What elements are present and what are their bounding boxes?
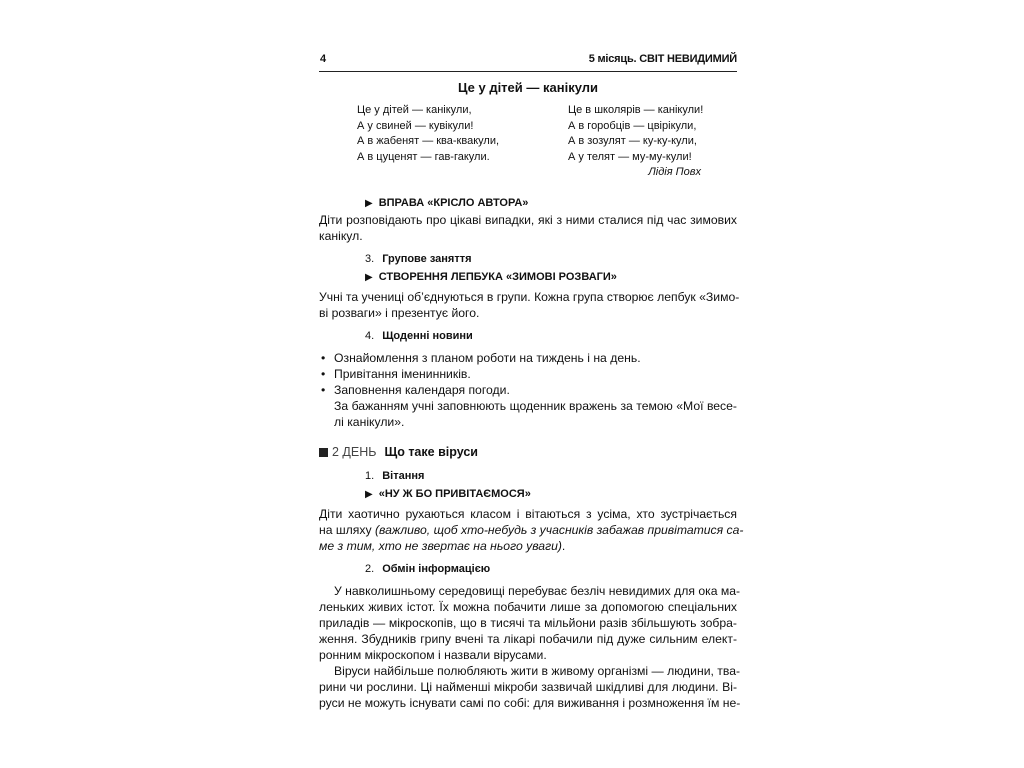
paragraph: За бажанням учні заповнюють щоденник вражень за темою «Мої весе- лі канікули». [334,399,737,429]
poem-left-column [357,103,499,165]
list-item: • Ознайомлення з планом роботи на тиждень і на день. [319,350,737,366]
poem-line: А в зозулят — ку-ку-кули, [568,135,697,147]
triangle-bullet-icon: ▶ [365,272,373,283]
list-item: • Заповнення календаря погоди. [319,382,737,398]
book-page [319,48,744,760]
poem-line: А у свиней — кувікули! [357,119,474,132]
square-marker-icon [319,448,328,457]
day-heading [319,445,478,459]
exercise-description: Діти хаотично рухаються класом і вітаються з усіма, хто зустрічається на шляху (важливо, щоб хто-небудь з учасників забажав привітатися са- ме з тим, хто не звертає на нього уваги). [319,507,744,553]
bullet-list [319,350,737,398]
section-heading: 3. Групове заняття [365,253,472,265]
day-title: Що таке віруси [384,445,478,459]
exercise-heading: ▶ ВПРАВА «КРІСЛО АВТОРА» [365,197,529,209]
section-heading: 1. Вітання [365,470,425,482]
poem-line: Це у дітей — канікули, [357,104,472,116]
list-item: • Привітання іменинників. [319,366,737,382]
exercise-description: Учні та учениці об’єднуються в групи. Кожна група створює лепбук «Зимо- ві розваги» і презентує його. [319,290,740,320]
day-label: 2 ДЕНЬ [332,445,377,459]
info-paragraph: Віруси найбільше полюбляють жити в живому організмі — людини, тва- рини чи рослини. Ці найменші мікроби зазвичай шкідливі для людини. Ві- руси не можуть існувати самі по собі: для виживання і розмноження їм не- [319,664,741,710]
poem-line: Це в школярів — канікули! [568,104,704,116]
exercise-heading: ▶ «НУ Ж БО ПРИВІТАЄМОСЯ» [365,488,531,500]
page-number: 4 [320,53,327,65]
poem-title: Це у дітей — канікули [457,80,599,95]
exercise-heading: ▶ СТВОРЕННЯ ЛЕПБУКА «ЗИМОВІ РОЗВАГИ» [365,271,617,283]
poem-line: А в жабенят — ква-квакули, [357,135,500,147]
section-heading: 2. Обмін інформацією [365,563,491,575]
poem-line: А у телят — му-му-кули! [568,150,692,163]
info-paragraph: У навколишньому середовищі перебуває безліч невидимих для ока ма- леньких живих істот. Їх можна побачити лише за допомогою спеціальних приладів — мікроскопів, що в тисячі та мільйони разів збільшують зобра- ження. Збудників грипу вчені та лікарі побачили під дуже сильним елект- ронним мікроскопом і назвали вірусами. [319,584,741,662]
triangle-bullet-icon: ▶ [365,198,373,209]
poem-line: А в цуценят — гав-гакули. [357,150,490,163]
poem-author: Лідія Повх [648,166,701,178]
page-header [319,53,737,72]
triangle-bullet-icon: ▶ [365,489,373,500]
exercise-description: Діти розповідають про цікаві випадки, які з ними сталися під час зимових канікул. [319,213,737,243]
section-heading: 4. Щоденні новини [365,330,473,342]
running-title: 5 місяць. СВІТ НЕВИДИМИЙ [588,53,737,65]
poem-line: А в горобців — цвірікули, [568,119,697,132]
poem-right-column [568,103,703,165]
